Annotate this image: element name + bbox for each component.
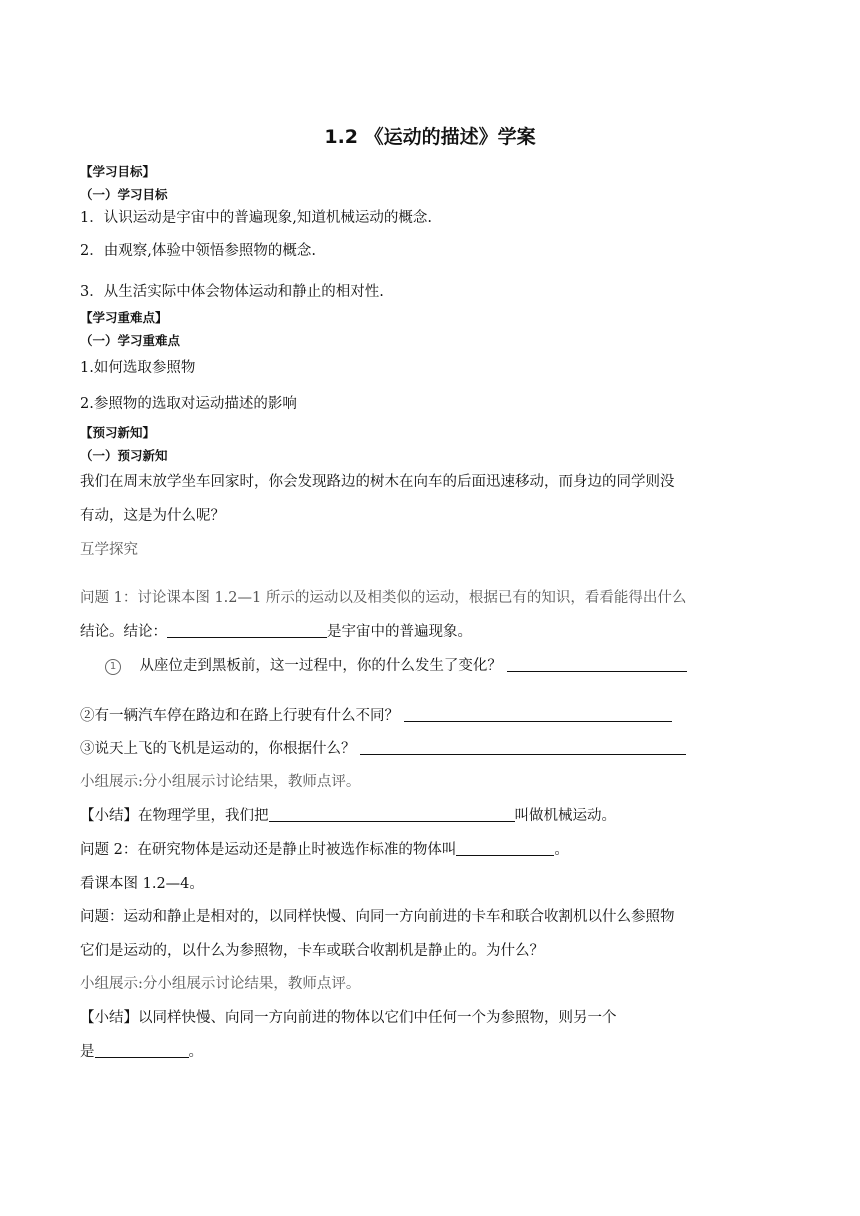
answer-blank[interactable] (456, 840, 554, 856)
question-3-line-2: 它们是运动的，以什么为参照物，卡车或联合收割机是静止的。为什么？ (80, 943, 544, 959)
summary-2-line-1: 【小结】以同样快慢、向同一方向前进的物体以它们中任何一个为参照物，则另一个 (80, 1010, 617, 1026)
group-show-2: 小组展示:分小组展示讨论结果，教师点评。 (80, 976, 361, 992)
key-item-1: 1.如何选取参照物 (80, 360, 196, 376)
question-1-item-2 (80, 706, 672, 726)
goal-item-2: 2．由观察,体验中领悟参照物的概念. (80, 243, 316, 259)
question-1-item-2-text: ②有一辆汽车停在路边和在路上行驶有什么不同？ (80, 708, 399, 724)
group-show-1: 小组展示:分小组展示讨论结果，教师点评。 (80, 774, 361, 790)
question-1-item-3-text: ③说天上飞的飞机是运动的，你根据什么？ (80, 741, 356, 757)
goal-item-1: 1．认识运动是宇宙中的普遍现象,知道机械运动的概念. (80, 210, 432, 226)
summary-1 (80, 806, 616, 826)
see-figure: 看课本图 1.2—4。 (80, 876, 204, 892)
summary-1-prefix: 【小结】在物理学里，我们把 (80, 808, 269, 824)
page-title: 1.2 《运动的描述》学案 (324, 126, 536, 148)
key-item-2: 2.参照物的选取对运动描述的影响 (80, 396, 297, 412)
answer-blank[interactable] (95, 1042, 189, 1058)
question-2 (80, 840, 569, 860)
circled-number-icon: 1 (105, 659, 121, 675)
explore-heading: 互学探究 (80, 542, 138, 558)
question-2-suffix: 。 (554, 842, 569, 858)
summary-2-line-2 (80, 1042, 203, 1062)
goal-subheader: （一）学习目标 (80, 187, 168, 202)
goal-header: 【学习目标】 (80, 164, 156, 179)
goal-item-3: 3．从生活实际中体会物体运动和静止的相对性. (80, 284, 384, 300)
key-subheader: （一）学习重难点 (80, 333, 181, 348)
question-1-item-1 (105, 656, 687, 676)
question-2-prefix: 问题 2：在研究物体是运动还是静止时被选作标准的物体叫 (80, 842, 457, 858)
summary-2-suffix: 。 (188, 1044, 203, 1060)
preview-header: 【预习新知】 (80, 425, 156, 440)
key-header: 【学习重难点】 (80, 310, 168, 325)
answer-blank[interactable] (269, 806, 515, 822)
question-1-line-2 (80, 622, 472, 642)
question-1-line-1: 问题 1：讨论课本图 1.2—1 所示的运动以及相类似的运动，根据已有的知识，看看能得出什么 (80, 590, 687, 606)
question-1-suffix: 是宇宙中的普遍现象。 (327, 624, 472, 640)
summary-1-suffix: 叫做机械运动。 (514, 808, 616, 824)
question-1-prefix: 结论。结论： (80, 624, 167, 640)
preview-paragraph-line-2: 有动，这是为什么呢？ (80, 508, 225, 524)
question-1-item-3 (80, 739, 686, 759)
answer-blank[interactable] (167, 622, 327, 638)
answer-blank[interactable] (507, 656, 687, 672)
question-3-line-1: 问题：运动和静止是相对的，以同样快慢、向同一方向前进的卡车和联合收割机以什么参照物 (80, 909, 675, 925)
summary-2-prefix: 是 (80, 1044, 95, 1060)
question-1-item-1-text: 从座位走到黑板前，这一过程中，你的什么发生了变化？ (139, 658, 502, 674)
answer-blank[interactable] (360, 739, 686, 755)
answer-blank[interactable] (404, 706, 672, 722)
preview-subheader: （一）预习新知 (80, 448, 168, 463)
preview-paragraph-line-1: 我们在周末放学坐车回家时，你会发现路边的树木在向车的后面迅速移动，而身边的同学则没 (80, 474, 675, 490)
